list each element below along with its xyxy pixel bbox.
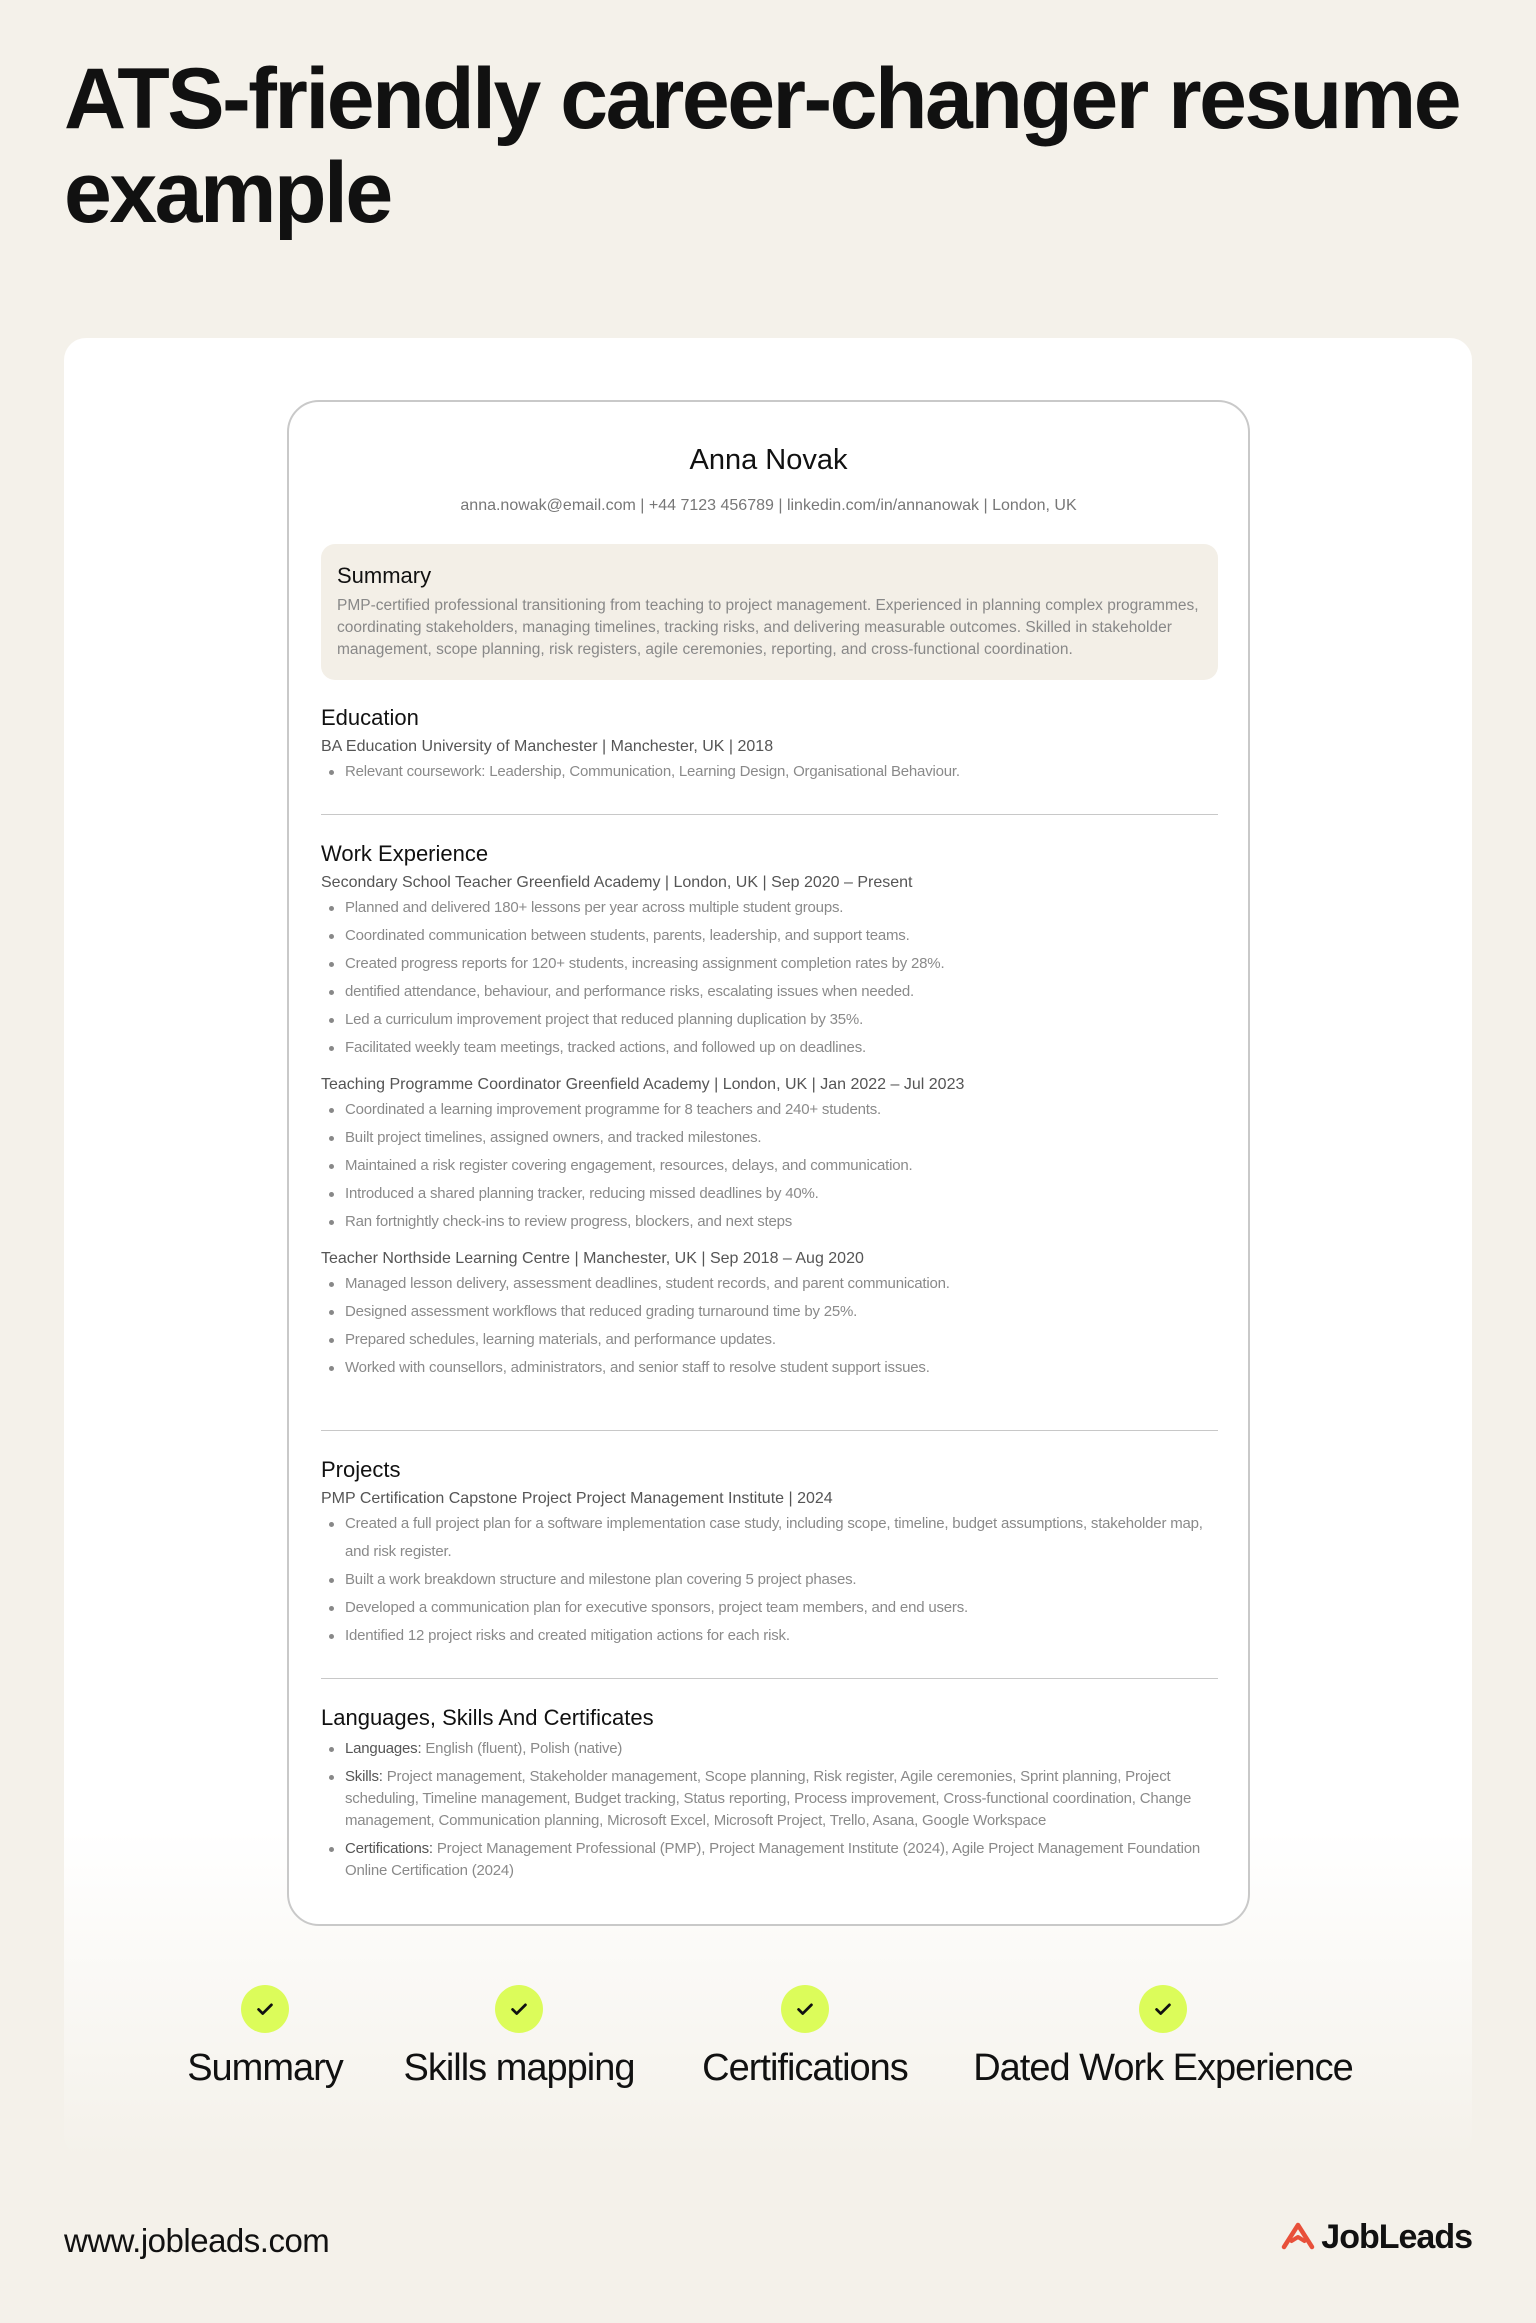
job-bullet: Managed lesson delivery, assessment deadlines, student records, and parent communication. [325, 1270, 1218, 1298]
page-title: ATS-friendly career-changer resume example [64, 51, 1460, 241]
project-bullet: Built a work breakdown structure and milestone plan covering 5 project phases. [325, 1566, 1218, 1594]
job-bullet: Created progress reports for 120+ students, increasing assignment completion rates by 28%. [325, 950, 1218, 978]
job-bullet: Prepared schedules, learning materials, and performance updates. [325, 1326, 1218, 1354]
skills-item-text: English (fluent), Polish (native) [421, 1740, 623, 1757]
education-heading: Education [321, 705, 419, 730]
job-bullet: Built project timelines, assigned owners, and tracked milestones. [325, 1124, 1218, 1152]
project-entry: PMP Certification Capstone Project Project Management Institute | 2024 [321, 1490, 833, 1507]
project-bullet: Developed a communication plan for executive sponsors, project team members, and end users. [325, 1594, 1218, 1622]
projects-section [321, 1456, 1218, 1650]
job-title: Teacher Northside Learning Centre | Manchester, UK | Sep 2018 – Aug 2020 [321, 1250, 864, 1267]
resume-document [287, 400, 1250, 1926]
work-experience-section [321, 840, 1218, 1382]
job-bullet: Worked with counsellors, administrators, and senior staff to resolve student support issues. [325, 1354, 1218, 1382]
job-bullet: dentified attendance, behaviour, and performance risks, escalating issues when needed. [325, 978, 1218, 1006]
skills-item-label: Certifications: [345, 1840, 433, 1857]
feature-summary [125, 1985, 405, 2090]
section-divider [321, 814, 1218, 815]
skills-item-skills [325, 1766, 1218, 1832]
job-title: Teaching Programme Coordinator Greenfield Academy | London, UK | Jan 2022 – Jul 2023 [321, 1076, 965, 1093]
summary-text: PMP-certified professional transitioning from teaching to project management. Experienced in planning complex programmes, coordinating stakeholders, managing timelines, tracking risks, and delivering measurable outcomes. Skilled in stakeholder management, scope planning, risk registers, agile ceremonies, reporting, and cross-functional coordination. [337, 597, 1199, 658]
resume-contact-line: anna.nowak@email.com | +44 7123 456789 | linkedin.com/in/annanowak | London, UK [460, 497, 1077, 514]
education-entry: BA Education University of Manchester | Manchester, UK | 2018 [321, 738, 774, 755]
skills-item-label: Skills: [345, 1768, 383, 1785]
project-bullet: Identified 12 project risks and created mitigation actions for each risk. [325, 1622, 1218, 1650]
check-icon [1139, 1985, 1187, 2033]
jobleads-logo-icon [1281, 2220, 1315, 2255]
education-section [321, 704, 1218, 786]
job-bullet: Maintained a risk register covering engagement, resources, delays, and communication. [325, 1152, 1218, 1180]
work-experience-heading: Work Experience [321, 841, 489, 866]
section-divider [321, 1678, 1218, 1679]
job-bullet: Led a curriculum improvement project that reduced planning duplication by 35%. [325, 1006, 1218, 1034]
skills-item-text: Project management, Stakeholder management, Scope planning, Risk register, Agile ceremonies, Sprint planning, Project scheduling, Timeline management, Budget tracking, Status reporting, Process improvement, Cross-functional coordination, Change management, Communication planning, Microsoft Excel, Microsoft Project, Trello, Asana, Google Workspace [345, 1768, 1192, 1829]
skills-section [321, 1704, 1218, 1888]
job-bullet: Ran fortnightly check-ins to review progress, blockers, and next steps [325, 1208, 1218, 1236]
skills-heading: Languages, Skills And Certificates [321, 1705, 654, 1730]
skills-item-languages [325, 1738, 1218, 1760]
job-bullet: Coordinated a learning improvement programme for 8 teachers and 240+ students. [325, 1096, 1218, 1124]
job-bullet: Designed assessment workflows that reduced grading turnaround time by 25%. [325, 1298, 1218, 1326]
job-bullet: Introduced a shared planning tracker, reducing missed deadlines by 40%. [325, 1180, 1218, 1208]
feature-certifications [655, 1985, 955, 2090]
feature-label: Certifications [702, 2047, 908, 2089]
job-bullet: Planned and delivered 180+ lessons per year across multiple student groups. [325, 894, 1218, 922]
summary-section [321, 544, 1218, 680]
project-bullet: Created a full project plan for a software implementation case study, including scope, timeline, budget assumptions, stakeholder map, and risk register. [325, 1510, 1218, 1566]
projects-heading: Projects [321, 1457, 401, 1482]
resume-name: Anna Novak [689, 444, 848, 476]
section-divider [321, 1430, 1218, 1431]
skills-item-label: Languages: [345, 1740, 422, 1757]
education-bullet: Relevant coursework: Leadership, Communication, Learning Design, Organisational Behaviour. [325, 758, 1218, 786]
feature-label: Summary [187, 2047, 343, 2089]
feature-checklist [64, 1985, 1472, 2095]
feature-label: Skills mapping [403, 2047, 635, 2089]
feature-skills-mapping [369, 1985, 669, 2090]
job-bullet: Facilitated weekly team meetings, tracked actions, and followed up on deadlines. [325, 1034, 1218, 1062]
skills-item-text: Project Management Professional (PMP), Project Management Institute (2024), Agile Project Management Foundation Online Certification (2024) [345, 1840, 1201, 1879]
feature-label: Dated Work Experience [973, 2047, 1353, 2089]
feature-dated-work-experience [953, 1985, 1373, 2090]
check-icon [495, 1985, 543, 2033]
check-icon [241, 1985, 289, 2033]
job-bullet: Coordinated communication between students, parents, leadership, and support teams. [325, 922, 1218, 950]
summary-heading: Summary [337, 563, 432, 588]
brand-name: JobLeads [1321, 2218, 1472, 2256]
footer-url[interactable]: www.jobleads.com [64, 2222, 330, 2259]
check-icon [781, 1985, 829, 2033]
skills-item-certifications [325, 1838, 1218, 1882]
job-title: Secondary School Teacher Greenfield Academy | London, UK | Sep 2020 – Present [321, 874, 913, 891]
brand-logo [1281, 2218, 1472, 2257]
